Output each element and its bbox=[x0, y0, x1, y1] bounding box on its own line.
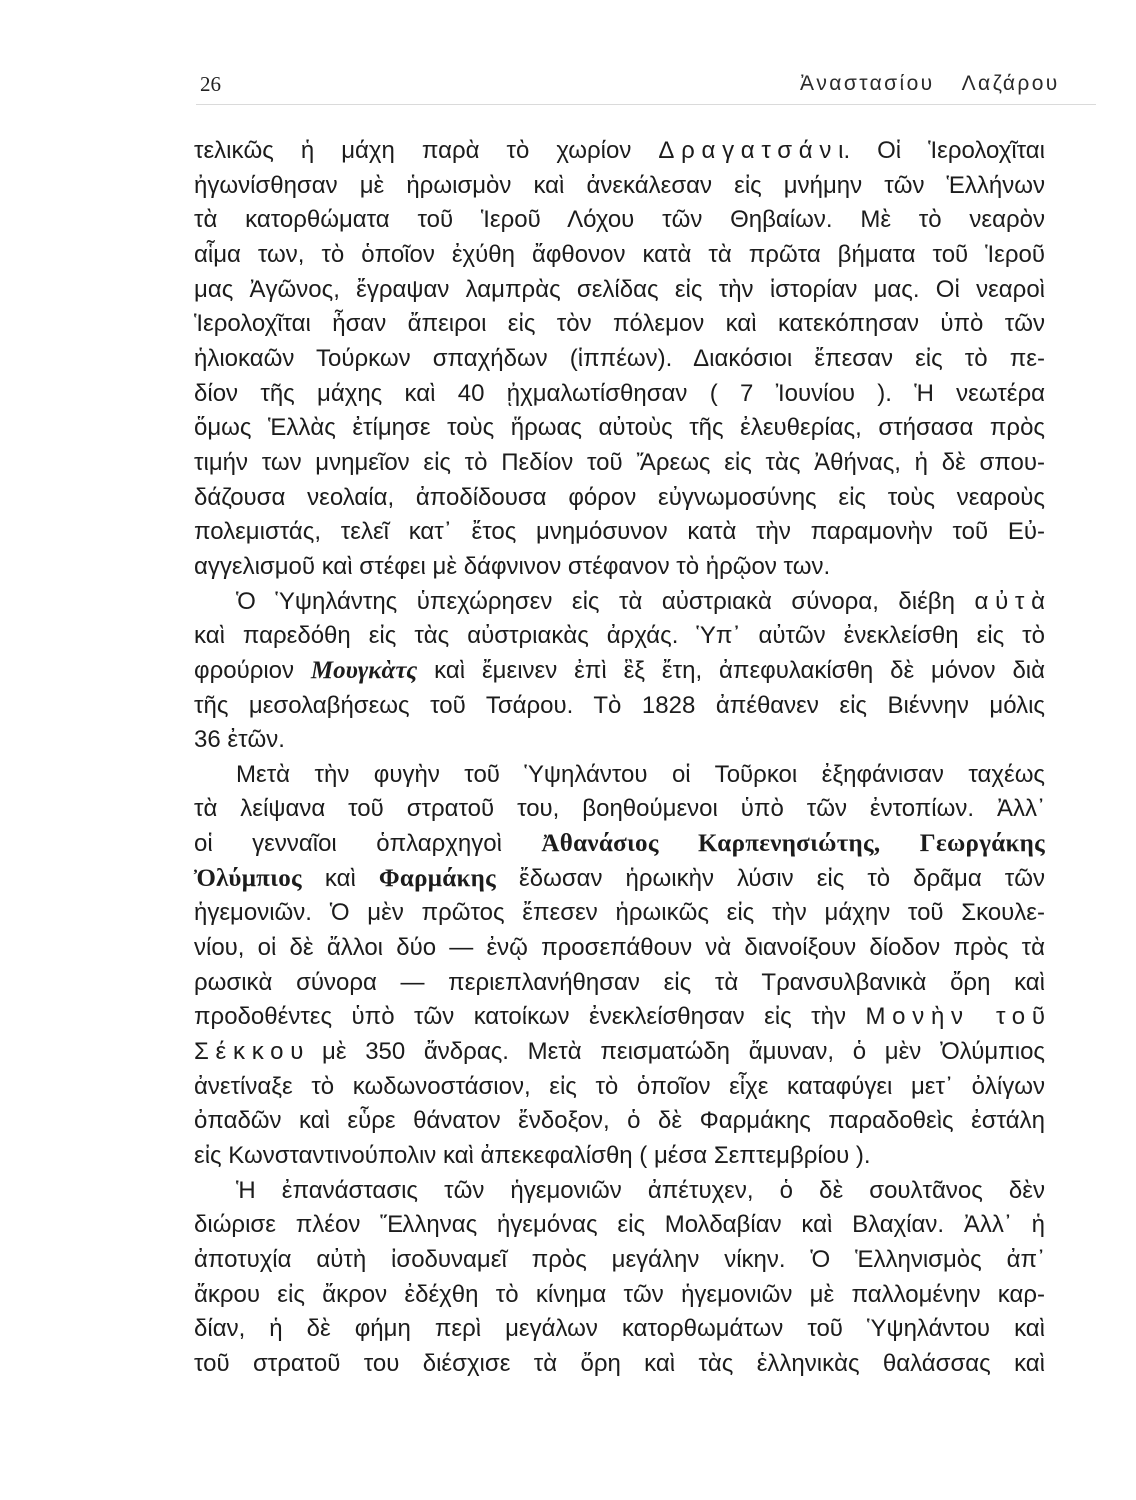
text-run: μὲ 350 ἄνδρας. Μετὰ πεισματώδη ἄμυναν, ὁ μὲν Ὀλύμπιος bbox=[303, 1038, 1045, 1066]
text-run: τὰ κατορθώματα τοῦ Ἱεροῦ Λόχου τῶν Θηβαίων. Μὲ τὸ νεαρὸν bbox=[194, 206, 1045, 234]
line-text bbox=[194, 966, 1045, 1001]
header-rule bbox=[196, 104, 1096, 105]
line-text bbox=[194, 723, 285, 758]
text-run: ἀποτυχία αὐτὴ ἰσοδυναμεῖ πρὸς μεγάλην νίκην. Ὁ Ἑλληνισμὸς ἀπ᾿ bbox=[194, 1246, 1045, 1273]
text-run: δίαν, ἡ δὲ φήμη περὶ μεγάλων κατορθωμάτων τοῦ Ὑψηλάντου καὶ bbox=[194, 1315, 1045, 1343]
running-title: Ἀναστασίου Λαζάρου bbox=[800, 72, 1060, 95]
line-text bbox=[194, 896, 1045, 931]
line-text bbox=[194, 377, 1045, 412]
text-run: εἰς Κωνσταντινούπολιν καὶ ἀπεκεφαλίσθη ( μέσα Σεπτεμβρίου ). bbox=[194, 1142, 871, 1170]
text-run: ὅμως Ἑλλὰς ἐτίμησε τοὺς ἥρωας αὐτοὺς τῆς ἐλευθερίας, στήσασα πρὸς bbox=[194, 414, 1045, 442]
text-line bbox=[194, 273, 1045, 308]
text-line bbox=[194, 862, 1045, 897]
text-run: . Οἱ Ἱερολοχῖται bbox=[843, 137, 1045, 164]
text-run: καὶ ἔμεινεν ἐπὶ ἓξ ἔτη, ἀπεφυλακίσθη δὲ μόνον διὰ bbox=[417, 656, 1046, 684]
text-run: αγγελισμοῦ καὶ στέφει μὲ δάφνινον στέφανον τὸ ἡρῷον των. bbox=[194, 552, 831, 580]
line-text bbox=[194, 1347, 1045, 1382]
line-text bbox=[194, 689, 1045, 724]
text-line bbox=[194, 342, 1045, 377]
text-line bbox=[194, 1312, 1045, 1347]
text-line bbox=[194, 1278, 1045, 1313]
text-line bbox=[194, 931, 1045, 966]
line-text bbox=[194, 619, 1045, 654]
line-text bbox=[194, 169, 1045, 204]
text-run: διώρισε πλέον Ἕλληνας ἡγεμόνας εἰς Μολδαβίαν καὶ Βλαχίαν. Ἀλλ᾿ ἡ bbox=[194, 1211, 1045, 1239]
spaced-emphasis: Δραγατσάνι bbox=[658, 137, 851, 164]
text-line bbox=[194, 827, 1045, 862]
line-text bbox=[194, 1104, 1045, 1139]
text-run: Μετὰ τὴν φυγὴν τοῦ Ὑψηλάντου οἱ Τοῦρκοι ἐξηφάνισαν ταχέως bbox=[236, 760, 1045, 788]
text-line bbox=[194, 169, 1045, 204]
line-text bbox=[194, 827, 1045, 862]
line-text bbox=[194, 1243, 1045, 1278]
text-line bbox=[194, 134, 1045, 169]
text-run: καὶ bbox=[301, 864, 379, 892]
text-run: τελικῶς ἡ μάχη παρὰ τὸ χωρίον bbox=[194, 137, 659, 164]
line-text bbox=[194, 238, 1045, 273]
paragraph bbox=[194, 585, 1052, 758]
text-run: αἷμα των, τὸ ὁποῖον ἐχύθη ἄφθονον κατὰ τὰ πρῶτα βήματα τοῦ Ἱεροῦ bbox=[194, 240, 1045, 268]
text-run: Ἡ ἐπανάστασις τῶν ἡγεμονιῶν ἀπέτυχεν, ὁ δὲ σουλτᾶνος δὲν bbox=[236, 1176, 1045, 1204]
page-number: 26 bbox=[200, 72, 221, 96]
text-run: τοῦ στρατοῦ του διέσχισε τὰ ὄρη καὶ τὰς ἑλληνικὰς θαλάσσας καὶ bbox=[194, 1349, 1045, 1377]
text-line bbox=[194, 1139, 1045, 1174]
italic-name: Μουγκὰτς bbox=[310, 656, 418, 684]
line-text bbox=[194, 273, 1045, 308]
text-run: τὰ λείψανα τοῦ στρατοῦ του, βοηθούμενοι ὑπὸ τῶν ἐντοπίων. Ἀλλ᾿ bbox=[194, 795, 1045, 823]
text-run: δάζουσα νεολαία, ἀποδίδουσα φόρον εὐγνωμοσύνης εἰς τοὺς νεαροὺς bbox=[194, 483, 1045, 511]
text-line bbox=[194, 1070, 1045, 1105]
text-line bbox=[194, 585, 1052, 620]
text-run: ρωσικὰ σύνορα — περιεπλανήθησαν εἰς τὰ Τρανσυλβανικὰ ὄρη καὶ bbox=[194, 968, 1045, 996]
text-line bbox=[194, 689, 1045, 724]
text-run: ἄκρου εἰς ἄκρον ἐδέχθη τὸ κίνημα τῶν ἡγεμονιῶν μὲ παλλομένην καρ- bbox=[194, 1280, 1045, 1308]
text-line bbox=[194, 723, 1045, 758]
line-text bbox=[194, 931, 1045, 966]
text-run: Ἱερολοχῖται ἦσαν ἄπειροι εἰς τὸν πόλεμον καὶ κατεκόπησαν ὑπὸ τῶν bbox=[194, 310, 1045, 338]
text-line bbox=[194, 619, 1045, 654]
line-text bbox=[194, 481, 1045, 516]
text-line bbox=[194, 411, 1045, 446]
line-text bbox=[194, 134, 1045, 169]
bold-name: Φαρμάκης bbox=[378, 864, 497, 892]
text-line bbox=[194, 654, 1045, 689]
text-line bbox=[194, 377, 1045, 412]
text-run: ὀπαδῶν καὶ εὗρε θάνατον ἔνδοξον, ὁ δὲ Φαρμάκης παραδοθεὶς ἐστάλη bbox=[194, 1107, 1045, 1135]
text-run: πολεμιστάς, τελεῖ κατ᾿ ἔτος μνημόσυνον κατὰ τὴν παραμονὴν τοῦ Εὐ- bbox=[194, 518, 1045, 546]
line-text bbox=[194, 654, 1045, 689]
line-text bbox=[236, 585, 1052, 620]
text-line bbox=[194, 1000, 1052, 1035]
text-line bbox=[194, 1174, 1045, 1209]
bold-name: Ὀλύμπιος bbox=[194, 864, 302, 892]
line-text bbox=[194, 1312, 1045, 1347]
text-line bbox=[194, 515, 1045, 550]
paragraph bbox=[194, 758, 1052, 1174]
spaced-emphasis: Σέκκου bbox=[194, 1038, 311, 1066]
text-line bbox=[194, 758, 1045, 793]
line-text bbox=[194, 1139, 871, 1174]
paragraph bbox=[194, 1174, 1045, 1382]
text-run: 36 ἐτῶν. bbox=[194, 726, 285, 754]
text-run: τιμήν των μνημεῖον εἰς τὸ Πεδίον τοῦ Ἄρεως εἰς τὰς Ἀθήνας, ἡ δὲ σπου- bbox=[194, 448, 1045, 476]
text-line bbox=[194, 792, 1045, 827]
line-text bbox=[194, 1070, 1045, 1105]
bold-name: Ἀθανάσιος Καρπενησιώτης, Γεωργάκης bbox=[541, 830, 1045, 858]
text-run: ἀνετίναξε τὸ κωδωνοστάσιον, εἰς τὸ ὁποῖον εἶχε καταφύγει μετ᾿ ὀλίγων bbox=[194, 1072, 1045, 1100]
spaced-emphasis: Μονὴν τοῦ bbox=[865, 1003, 1052, 1031]
line-text bbox=[194, 792, 1045, 827]
text-line bbox=[194, 307, 1045, 342]
text-line bbox=[194, 1243, 1045, 1278]
text-line bbox=[194, 1104, 1045, 1139]
text-run: ἡλιοκαῶν Τούρκων σπαχήδων (ἱππέων). Διακόσιοι ἔπεσαν εἰς τὸ πε- bbox=[194, 344, 1045, 372]
text-run: προδοθέντες ὑπὸ τῶν κατοίκων ἐνεκλείσθησαν εἰς τὴν bbox=[194, 1003, 866, 1031]
text-line bbox=[194, 550, 1045, 585]
text-run: τῆς μεσολαβήσεως τοῦ Τσάρου. Τὸ 1828 ἀπέθανεν εἰς Βιέννην μόλις bbox=[194, 691, 1045, 719]
text-line bbox=[194, 481, 1045, 516]
line-text bbox=[194, 862, 1045, 897]
text-run: οἱ γενναῖοι ὁπλαρχηγοὶ bbox=[194, 830, 542, 858]
text-run: μας Ἀγῶνος, ἔγραψαν λαμπρὰς σελίδας εἰς τὴν ἱστορίαν μας. Οἱ νεαροὶ bbox=[194, 275, 1045, 303]
line-text bbox=[194, 1208, 1045, 1243]
spaced-emphasis: αὐτὰ bbox=[974, 587, 1052, 615]
line-text bbox=[194, 1035, 1045, 1070]
text-run: Ὁ Ὑψηλάντης ὑπεχώρησεν εἰς τὰ αὐστριακὰ σύνορα, διέβη bbox=[236, 587, 975, 615]
text-line bbox=[194, 203, 1045, 238]
line-text bbox=[194, 446, 1045, 481]
text-line bbox=[194, 1347, 1045, 1382]
text-line bbox=[194, 966, 1045, 1001]
line-text bbox=[194, 203, 1045, 238]
body-text bbox=[194, 134, 1052, 1382]
text-run: ἠγωνίσθησαν μὲ ἡρωισμὸν καὶ ἀνεκάλεσαν εἰς μνήμην τῶν Ἑλλήνων bbox=[194, 171, 1045, 199]
text-run: δίον τῆς μάχης καὶ 40 ᾐχμαλωτίσθησαν ( 7 Ἰουνίου ). Ἡ νεωτέρα bbox=[194, 379, 1045, 407]
line-text bbox=[194, 515, 1045, 550]
line-text bbox=[194, 342, 1045, 377]
line-text bbox=[236, 1174, 1045, 1209]
text-run: καὶ παρεδόθη εἰς τὰς αὐστριακὰς ἀρχάς. Ὑπ᾿ αὐτῶν ἐνεκλείσθη εἰς τὸ bbox=[194, 622, 1045, 650]
text-line bbox=[194, 1208, 1045, 1243]
line-text bbox=[194, 307, 1045, 342]
line-text bbox=[194, 1278, 1045, 1313]
line-text bbox=[236, 758, 1045, 793]
text-run: φρούριον bbox=[194, 656, 311, 684]
text-run: νίου, οἱ δὲ ἄλλοι δύο — ἐνῷ προσεπάθουν νὰ διανοίξουν δίοδον πρὸς τὰ bbox=[194, 934, 1045, 962]
text-run: ἔδωσαν ἡρωικὴν λύσιν εἰς τὸ δρᾶμα τῶν bbox=[496, 864, 1045, 892]
text-run: ἡγεμονιῶν. Ὁ μὲν πρῶτος ἔπεσεν ἡρωικῶς εἰς τὴν μάχην τοῦ Σκουλε- bbox=[194, 899, 1045, 927]
text-line bbox=[194, 238, 1045, 273]
text-line bbox=[194, 446, 1045, 481]
line-text bbox=[194, 550, 830, 585]
paragraph bbox=[194, 134, 1045, 585]
line-text bbox=[194, 411, 1045, 446]
line-text bbox=[194, 1000, 1052, 1035]
text-line bbox=[194, 1035, 1045, 1070]
text-line bbox=[194, 896, 1045, 931]
